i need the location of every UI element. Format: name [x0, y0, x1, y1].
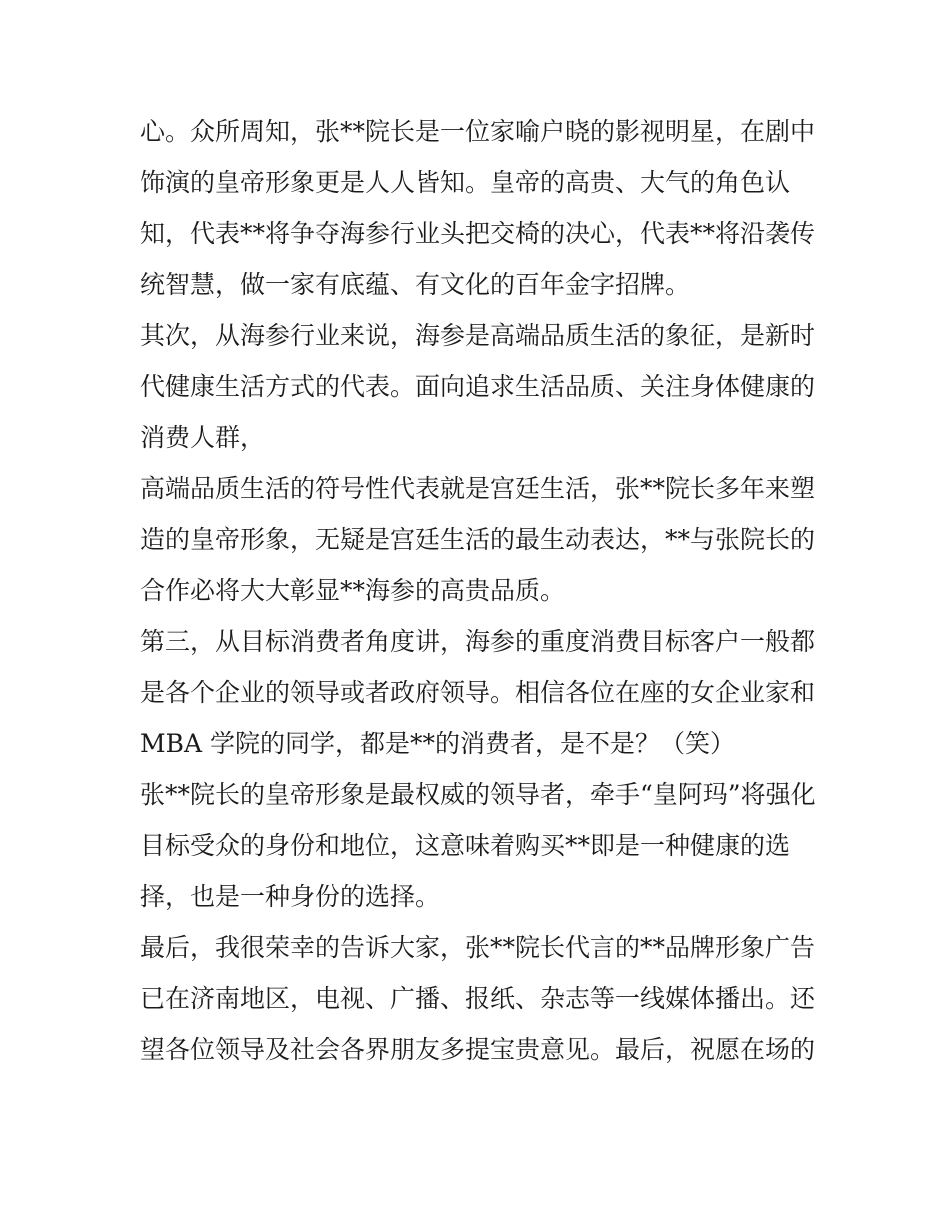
text-line-4: 统智慧，做一家有底蕴、有文化的百年金字招牌。	[140, 270, 691, 299]
text-line-6: 代健康生活方式的代表。面向追求生活品质、关注身体健康的	[140, 372, 816, 401]
text-line-18: 已在济南地区，电视、广播、报纸、杂志等一线媒体播出。还	[140, 984, 816, 1013]
text-line-12: 是各个企业的领导或者政府领导。相信各位在座的女企业家和	[140, 678, 816, 707]
text-line-10: 合作必将大大彰显**海参的高贵品质。	[140, 576, 566, 605]
document-body	[140, 106, 820, 1075]
text-line-13: MBA 学院的同学，都是**的消费者，是不是？（笑）	[140, 729, 735, 758]
text-line-2: 饰演的皇帝形象更是人人皆知。皇帝的高贵、大气的角色认	[140, 168, 791, 197]
text-line-3: 知，代表**将争夺海参行业头把交椅的决心，代表**将沿袭传	[140, 219, 816, 248]
text-line-8: 高端品质生活的符号性代表就是宫廷生活，张**院长多年来塑	[140, 474, 816, 503]
text-line-16: 择，也是一种身份的选择。	[140, 882, 441, 911]
text-line-15: 目标受众的身份和地位，这意味着购买**即是一种健康的选	[140, 831, 791, 860]
text-line-14: 张**院长的皇帝形象是最权威的领导者，牵手“皇阿玛”将强化	[140, 780, 816, 809]
text-line-19: 望各位领导及社会各界朋友多提宝贵意见。最后，祝愿在场的	[140, 1035, 816, 1064]
text-line-17: 最后，我很荣幸的告诉大家，张**院长代言的**品牌形象广告	[140, 933, 816, 962]
text-line-5: 其次，从海参行业来说，海参是高端品质生活的象征，是新时	[140, 321, 816, 350]
text-line-1: 心。众所周知，张**院长是一位家喻户晓的影视明星，在剧中	[140, 117, 816, 146]
text-line-9: 造的皇帝形象，无疑是宫廷生活的最生动表达，**与张院长的	[140, 525, 816, 554]
text-line-11: 第三，从目标消费者角度讲，海参的重度消费目标客户一般都	[140, 627, 816, 656]
text-line-7: 消费人群，	[140, 423, 266, 452]
